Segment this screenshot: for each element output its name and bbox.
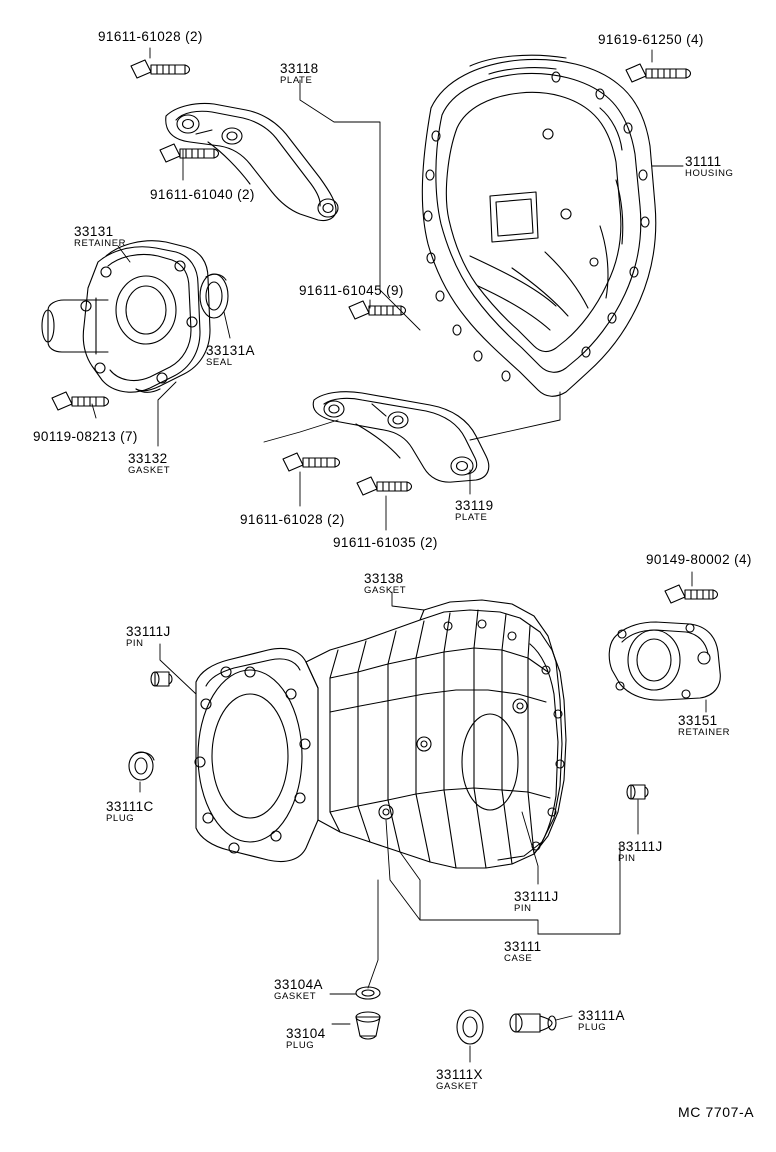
- retainer-33151: [609, 622, 720, 700]
- bolt-91611-61028-top: [131, 60, 190, 78]
- diagram-footer-code: MC 7707-A: [678, 1104, 755, 1120]
- label-91611-61040: 91611-61040 (2): [150, 187, 255, 202]
- bolt-91611-61035: [357, 477, 412, 495]
- label-33119-plate: 33119 PLATE: [455, 498, 494, 524]
- gasket-33132: [106, 241, 210, 393]
- label-90119-08213: 90119-08213 (7): [33, 429, 138, 444]
- label-31111-housing: 31111 HOUSING: [685, 154, 734, 180]
- label-33111C-plug: 33111C PLUG: [106, 799, 154, 825]
- label-33111J-pin-left: 33111J PIN: [126, 624, 171, 650]
- label-90149-80002: 90149-80002 (4): [646, 552, 752, 567]
- plug-33111C: [129, 752, 154, 780]
- label-33131-retainer: 33131 RETAINER: [74, 224, 127, 250]
- label-33111-case: 33111 CASE: [504, 939, 542, 965]
- label-91611-61028-lower: 91611-61028 (2): [240, 512, 345, 527]
- bolt-91611-61045: [349, 301, 406, 319]
- gasket-33138: [420, 600, 562, 860]
- gasket-33111X: [457, 1010, 483, 1044]
- seal-33131A: [200, 274, 228, 318]
- label-91611-61028-top: 91611-61028 (2): [98, 29, 203, 44]
- bolt-91611-61028-lower: [283, 453, 340, 471]
- label-33111A-plug: 33111A PLUG: [578, 1008, 625, 1034]
- bolt-91619-61250: [626, 64, 691, 82]
- label-33118-plate: 33118 PLATE: [280, 61, 319, 87]
- label-33132-gasket: 33132 GASKET: [128, 451, 171, 477]
- clutch-housing-shape: [422, 55, 655, 396]
- label-91619-61250: 91619-61250 (4): [598, 32, 704, 47]
- plate-33119: [313, 392, 489, 482]
- label-33111J-pin-right: 33111J PIN: [618, 839, 663, 865]
- pin-33111J-left: [151, 672, 172, 686]
- label-33151-retainer: 33151 RETAINER: [678, 713, 731, 739]
- label-33111X-gasket: 33111X GASKET: [436, 1067, 483, 1093]
- label-33131A-seal: 33131A SEAL: [206, 343, 255, 369]
- label-91611-61035: 91611-61035 (2): [333, 535, 438, 550]
- retainer-33131: [42, 247, 200, 392]
- plate-33118: [166, 104, 338, 221]
- transmission-case-33111: [195, 610, 566, 868]
- gasket-33104A: [356, 987, 380, 999]
- label-33104A-gasket: 33104A GASKET: [274, 977, 323, 1003]
- label-33111J-pin-center: 33111J PIN: [514, 889, 559, 915]
- plug-33104: [356, 1012, 380, 1039]
- label-91611-61045: 91611-61045 (9): [299, 283, 404, 298]
- bolt-90149-80002: [665, 585, 718, 603]
- pin-33111J-right: [627, 785, 648, 799]
- label-33104-plug: 33104 PLUG: [286, 1026, 326, 1052]
- bolt-90119-08213: [52, 392, 109, 410]
- plug-33111A: [510, 1014, 556, 1032]
- label-33138-gasket: 33138 GASKET: [364, 571, 407, 597]
- bolt-91611-61040: [160, 144, 219, 162]
